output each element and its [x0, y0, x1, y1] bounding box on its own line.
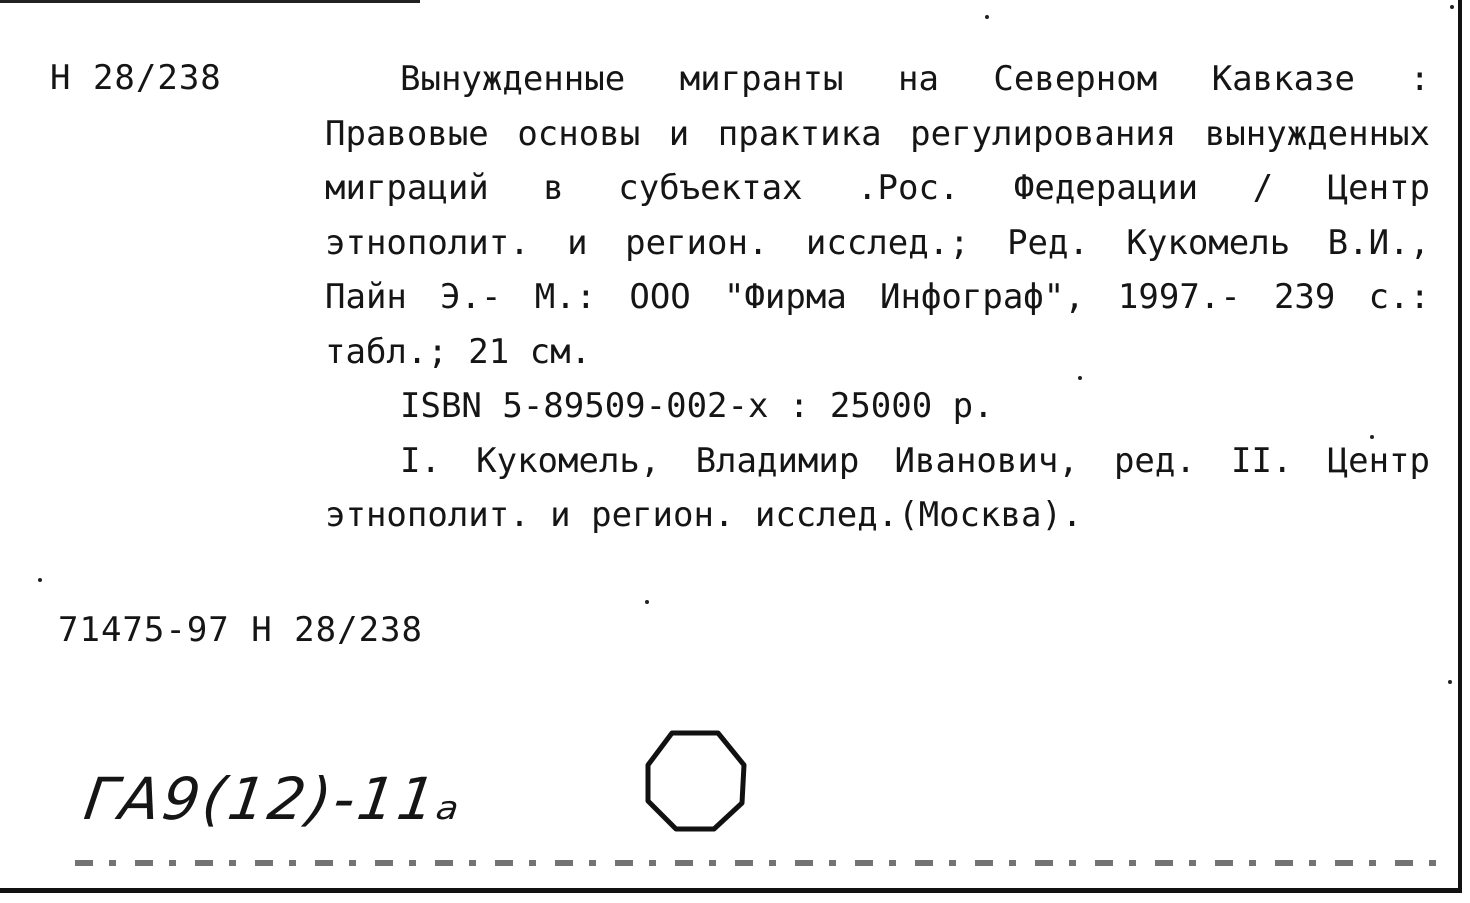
- speck: [38, 578, 42, 582]
- bottom-dashed-rule: [75, 860, 1450, 866]
- speck: [1448, 680, 1452, 684]
- punch-hole-icon: [640, 725, 750, 835]
- speck: [1450, 5, 1454, 9]
- record-description: Вынужденные мигранты на Северном Кавказе : Правовые основы и практика регулирования вынужденных миграций в субъектах .Рос. Федерации / Центр этнополит. и регион. исслед.; Ред. Кукомель В.И., Пайн Э.- М.: ООО "Фирма Инфограф", 1997.- 239 с.: табл.; 21 см.: [325, 59, 1430, 372]
- top-edge-line: [0, 0, 420, 3]
- tracings: I. Кукомель, Владимир Иванович, ред. II. Центр этнополит. и регион. исслед.(Москва).: [325, 440, 1430, 535]
- speck: [1370, 435, 1374, 439]
- bibliographic-record: [325, 52, 1430, 543]
- handwritten-classification: ГА9(12)-11ₐ: [80, 765, 469, 833]
- accession-number: 71475-97 Н 28/238: [58, 610, 423, 650]
- speck: [645, 600, 649, 604]
- isbn-price: ISBN 5-89509-002-х : 25000 р.: [400, 386, 994, 426]
- speck: [1078, 376, 1082, 380]
- speck: [985, 15, 989, 19]
- call-number: Н 28/238: [50, 58, 222, 98]
